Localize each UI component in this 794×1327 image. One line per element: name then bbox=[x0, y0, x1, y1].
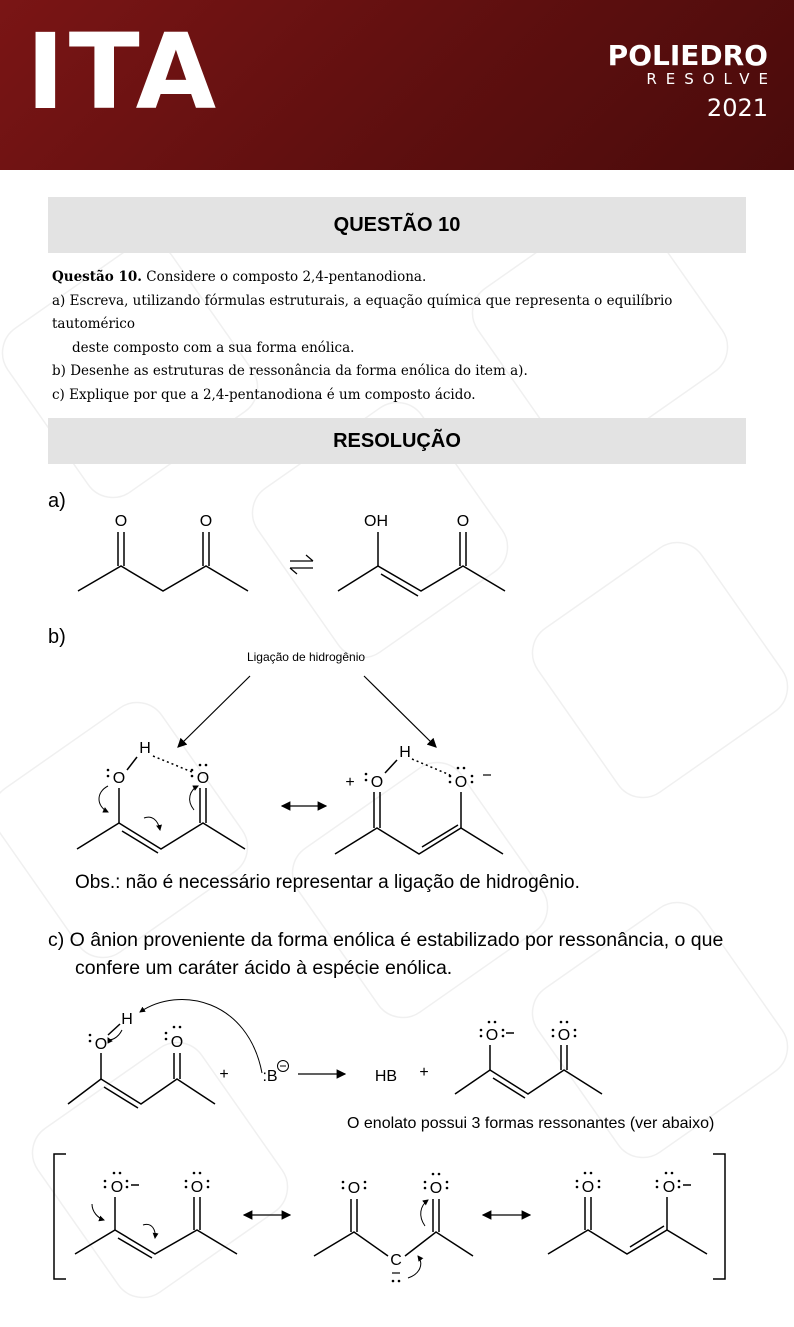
equilibrium-arrow bbox=[290, 555, 313, 574]
base-b: :B bbox=[262, 1068, 278, 1085]
atom-h: H bbox=[121, 1011, 133, 1028]
enolate-structure bbox=[455, 1021, 602, 1098]
enol-structure bbox=[338, 532, 505, 596]
question-item-b: b) Desenhe as estruturas de ressonância da forma enólica do item a). bbox=[52, 363, 528, 379]
exam-title: ITA bbox=[26, 11, 221, 133]
hbond-pointer-left bbox=[178, 676, 250, 747]
plus-sign: + bbox=[419, 1064, 429, 1081]
resolution-header: RESOLUÇÃO bbox=[48, 418, 746, 464]
atom-o: O bbox=[662, 1179, 676, 1196]
atom-o: O bbox=[429, 1180, 443, 1197]
brand-sub: RESOLVE bbox=[646, 70, 777, 88]
atom-h: H bbox=[139, 740, 151, 757]
atom-o: O bbox=[94, 1036, 108, 1053]
atom-o: O bbox=[456, 513, 470, 530]
atom-o: O bbox=[557, 1027, 571, 1044]
atom-oh: OH bbox=[364, 513, 388, 530]
enol-resonance-left bbox=[77, 740, 245, 853]
brand-year: 2021 bbox=[706, 94, 768, 122]
question-intro: Considere o composto 2,4-pentanodiona. bbox=[141, 269, 427, 285]
question-header: QUESTÃO 10 bbox=[48, 197, 746, 253]
enolate-resonance-set bbox=[54, 1154, 725, 1282]
enolate-note: O enolato possui 3 formas ressonantes (ver abaixo) bbox=[347, 1115, 715, 1132]
atom-o: O bbox=[454, 774, 468, 791]
atom-o: O bbox=[485, 1027, 499, 1044]
part-a-label: a) bbox=[48, 490, 66, 512]
question-lead: Questão 10. bbox=[52, 269, 142, 285]
positive-charge: + bbox=[345, 774, 355, 791]
atom-o: O bbox=[581, 1179, 595, 1196]
brand-name: POLIEDRO bbox=[607, 39, 768, 72]
part-c-line1: O ânion proveniente da forma enólica é estabilizado por ressonância, o que bbox=[69, 929, 724, 951]
hbond-label: Ligação de hidrogênio bbox=[246, 650, 366, 664]
hbond-pointer-right bbox=[364, 676, 436, 747]
obs-note: Obs.: não é necessário representar a ligação de hidrogênio. bbox=[75, 872, 580, 893]
question-item-c: c) Explique por que a 2,4-pentanodiona é um composto ácido. bbox=[52, 386, 476, 403]
atom-o: O bbox=[110, 1179, 124, 1196]
enol-resonance-right bbox=[335, 744, 503, 854]
atom-o: O bbox=[170, 1034, 184, 1051]
diketone-structure bbox=[78, 532, 248, 591]
question-item-a-line2: deste composto com a sua forma enólica. bbox=[72, 339, 355, 356]
atom-h: H bbox=[399, 744, 411, 761]
plus-sign: + bbox=[219, 1066, 229, 1083]
product-hb: HB bbox=[374, 1068, 398, 1085]
question-item-a-line1: a) Escreva, utilizando fórmulas estruturais, a equação química que representa o equilíbrio tautomérico bbox=[52, 292, 673, 332]
atom-o: O bbox=[347, 1180, 361, 1197]
atom-o: O bbox=[112, 770, 126, 787]
atom-c: C bbox=[390, 1252, 402, 1269]
atom-o: O bbox=[196, 770, 210, 787]
atom-o: O bbox=[199, 513, 213, 530]
atom-o: O bbox=[114, 513, 128, 530]
atom-o: O bbox=[370, 774, 384, 791]
part-c-label: c) bbox=[48, 929, 65, 951]
part-c-line2: confere um caráter ácido à espécie enólica. bbox=[75, 957, 453, 979]
part-b-label: b) bbox=[48, 626, 66, 648]
enol-deprotonation bbox=[68, 999, 429, 1108]
atom-o: O bbox=[190, 1179, 204, 1196]
